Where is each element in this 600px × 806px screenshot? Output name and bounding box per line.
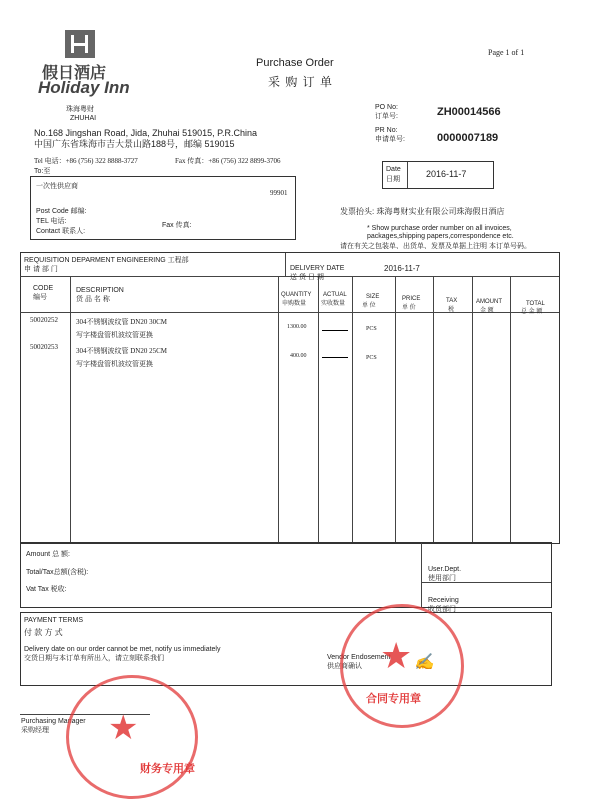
pr-label: PR No: [375, 127, 398, 134]
finance-stamp-star-icon: ★ [108, 709, 139, 747]
supplier-fax: Fax 传真: [162, 222, 192, 229]
requisition-dept-cn: 申 请 部 门 [24, 266, 58, 273]
hotel-fax: Fax 传真：+86 (756) 322 8899-3706 [175, 157, 281, 165]
item-1-qty: 1300.00 [287, 324, 307, 330]
purchasing-manager-label: Purchasing Manager [21, 718, 86, 725]
supplier-postcode: Post Code 邮编: [36, 208, 87, 215]
item-2-desc1: 304不锈钢波纹管 DN20 25CM [76, 347, 168, 355]
invoice-note-3: 请在有关之包装单、出货单、发票及单据上注明 本订单号码。 [340, 243, 531, 250]
col-size: SIZE [366, 294, 380, 300]
page-number: Page 1 of 1 [488, 48, 525, 57]
contract-stamp-text: 合同专用章 [366, 693, 421, 705]
col-price-cn: 单 价 [402, 305, 416, 311]
col-tax: TAX [446, 298, 458, 304]
hotel-address-cn: 中国广东省珠海市吉大景山路188号，邮编 519015 [34, 139, 235, 149]
logo-sub-cn: 珠海粤财 [66, 106, 94, 113]
supplier-tel: TEL 电话: [36, 218, 67, 225]
delivery-date: 2016-11-7 [384, 264, 420, 273]
date-value: 2016-11-7 [426, 169, 467, 179]
col-total: TOTAL [526, 301, 545, 307]
col-tax-cn: 税 [448, 307, 455, 313]
item-1-desc2: 写字楼盘管机波纹管更换 [76, 331, 153, 339]
logo-brand-en: Holiday Inn [38, 78, 130, 97]
user-dept-label: User.Dept. [428, 566, 462, 573]
vendor-endorsement-cn: 供应商确认 [327, 663, 362, 670]
hotel-address-en: No.168 Jingshan Road, Jida, Zhuhai 519015, P.R.China [34, 128, 257, 138]
col-actual-cn: 实收数量 [321, 301, 346, 307]
po-label-cn: 订单号: [375, 113, 398, 120]
invoice-note-1: * Show purchase order number on all invoices, [367, 225, 512, 232]
col-quantity-cn: 申购数量 [282, 301, 307, 307]
delivery-label: DELIVERY DATE [290, 265, 345, 272]
invoice-title: 发票抬头: 珠海粤财实业有限公司珠海假日酒店 [340, 207, 505, 216]
supplier-contact: Contact 联系人: [36, 228, 86, 235]
payment-note-en: Delivery date on our order cannot be met, notify us immediately [24, 646, 221, 653]
col-total-cn: 总 金 额 [521, 309, 543, 315]
po-label: PO No: [375, 104, 398, 111]
pr-number: 0000007189 [437, 132, 499, 144]
vat-label: Vat Tax 税收: [26, 586, 67, 593]
item-2-desc2: 写字楼盘管机波纹管更换 [76, 360, 153, 368]
date-label-cn: 日期 [386, 176, 400, 183]
col-price: PRICE [402, 296, 421, 302]
hotel-to: To:至 [34, 168, 51, 175]
po-number: ZH00014566 [437, 106, 501, 118]
vendor-endorsement: Vendor Endosement [327, 654, 391, 661]
holiday-inn-logo-icon [65, 30, 95, 58]
delivery-label-cn: 送 货 日 期 [290, 274, 324, 281]
item-1-actual-blank [322, 330, 348, 331]
date-label: Date [386, 166, 401, 173]
receiving-label-cn: 收货部门 [428, 606, 456, 613]
col-code-cn: 编号 [33, 294, 47, 301]
payment-note-cn: 交货日期与本订单有所出入，请立刻联系我们 [24, 655, 164, 662]
invoice-note-2: packages,shipping papers,correspondence etc. [367, 233, 514, 240]
item-2-qty: 400.00 [290, 353, 307, 359]
item-2-unit: PCS [366, 355, 377, 361]
title-en: Purchase Order [256, 57, 334, 69]
item-2-code: 50020253 [30, 343, 58, 351]
col-size-cn: 单 位 [362, 303, 376, 309]
payment-title: PAYMENT TERMS [24, 617, 83, 624]
supplier-code: 99901 [270, 189, 288, 197]
pr-label-cn: 申请单号: [375, 136, 405, 143]
receiving-label: Receiving [428, 597, 459, 604]
contract-stamp-star-icon: ★ [380, 635, 413, 676]
col-code: CODE [33, 285, 54, 292]
col-amount-cn: 金 额 [480, 308, 494, 314]
requisition-dept: REQUISITION DEPARMENT ENGINEERING 工程部 [24, 257, 189, 264]
supplier-name: 一次性供应商 [36, 183, 78, 190]
col-quantity: QUANTITY [281, 292, 312, 298]
logo-sub-en: ZHUHAI [70, 115, 97, 122]
logo-brand-cn: 假日酒店 [42, 65, 107, 82]
totals-box [20, 542, 552, 608]
vendor-signature: ✍ [414, 652, 434, 671]
finance-stamp-text: 财务专用章 [140, 763, 195, 775]
hotel-tel: Tel 电话：+86 (756) 322 8888-3727 [34, 157, 138, 165]
item-2-actual-blank [322, 357, 348, 358]
amount-label: Amount 总 额: [26, 551, 70, 558]
item-1-unit: PCS [366, 326, 377, 332]
item-1-code: 50020252 [30, 316, 58, 324]
col-amount: AMOUNT [476, 299, 502, 305]
user-dept-label-cn: 使用部门 [428, 575, 456, 582]
total-tax-label: Total/Tax总额(含税): [26, 569, 89, 576]
payment-title-cn: 付 款 方 式 [24, 628, 63, 637]
title-cn: 采 购 订 单 [268, 75, 334, 89]
item-1-desc1: 304不锈钢波纹管 DN20 30CM [76, 318, 168, 326]
col-actual: ACTUAL [323, 292, 347, 298]
col-description: DESCRIPTION [76, 287, 124, 294]
col-description-cn: 货 品 名 称 [76, 296, 110, 303]
purchasing-manager-label-cn: 采购经理 [21, 727, 49, 734]
